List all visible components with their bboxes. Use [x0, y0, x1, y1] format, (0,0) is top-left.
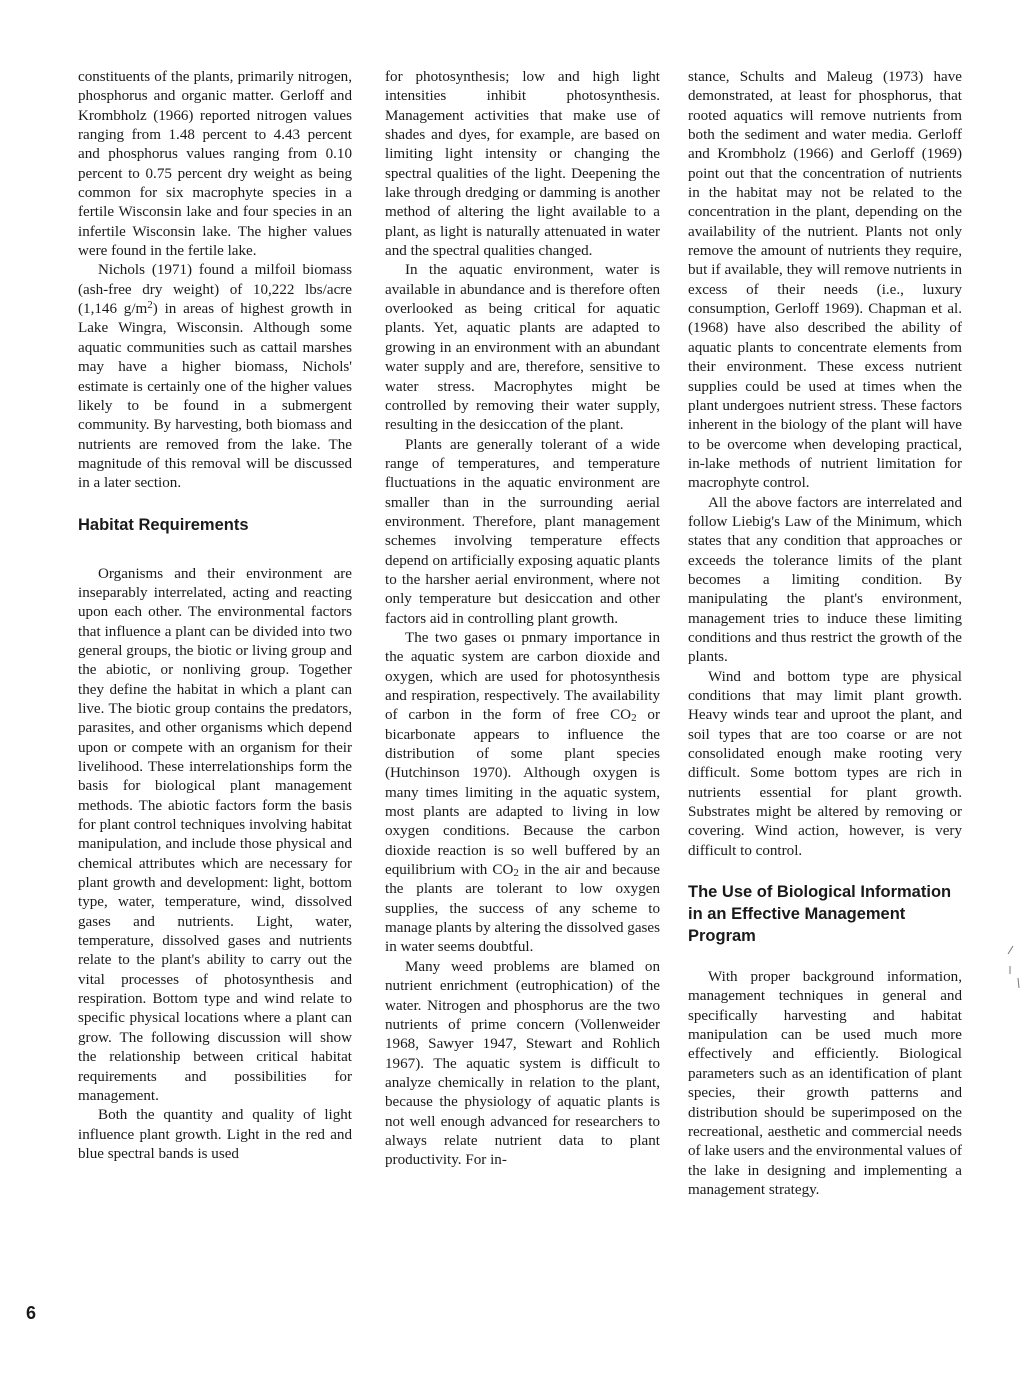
- section-heading-habitat: Habitat Requirements: [78, 515, 249, 534]
- paragraph: The two gases oı pnmary importance in the aquatic system are carbon dioxide and oxygen, which are used for photosynthesis and respiration, respectively. The availability of carbon in the form of free $CO_2$ or bicarbonate appears to influence the distribution of some plant species (Hutchinson 1970). Although oxygen is many times limiting in the aquatic system, most plants are adapted to living in low oxygen conditions. Because the carbon dioxide reaction is so well buffered by an equilibrium with $CO_2$ in the air and because the plants are tolerant to low oxygen supplies, the success of any scheme to manage plants by altering the dissolved gases in water seems doubtful.: [385, 629, 660, 956]
- paragraph: Nichols (1971) found a milfoil biomass (ash-free dry weight) of 10,222 lbs/acre (1,146 $g/m^2$) in areas of highest growth in Lake Wingra, Wisconsin. Although some aquatic communities such as cattail marshes may have a higher biomass, Nichols' estimate is certainly one of the higher values likely to be found in a submergent community. By harvesting, both biomass and nutrients are removed from the lake. The magnitude of this removal will be discussed in a later section.: [78, 262, 352, 492]
- paragraph: stance, Schults and Maleug (1973) have demonstrated, at least for phosphorus, that rooted aquatics will remove nutrients from both the sediment and water media. Gerloff and Krombholz (1966) and Gerloff (1969) point out that the concentration of nutrients in the habitat may not be related to the concentration in the plant, depending on the availability of the nutrient. Plants not only remove the amount of nutrients they require, but if available, they will remove nutrients in excess of their needs (i.e., luxury consumption, Gerloff 1969). Chapman et al. (1968) have also described the ability of aquatic plants to concentrate elements from their environment. These excess nutrient supplies could be used at times when the plant undergoes nutrient stress. These factors inherent in the biology of the plant will have to be overcome when developing practical, in-lake methods of nutrient limitation for macrophyte control.: [688, 69, 962, 492]
- paragraph: All the above factors are interrelated and follow Liebig's Law of the Minimum, which states that any condition that approaches or exceeds the tolerance limits of the plant becomes a limiting condition. By manipulating the plant's environment, management tries to induce these limiting conditions and thus restrict the growth of the plants.: [688, 494, 962, 666]
- column-3: [688, 68, 962, 1200]
- page-number: 6: [26, 1303, 37, 1323]
- paragraph: With proper background information, management techniques in general and specifically harvesting and habitat manipulation can be used much more effectively and efficiently. Biological parameters such as an identification of plant species, their growth patterns and distribution should be superimposed on the recreational, aesthetic and commercial needs of lake users and the environmental values of the lake in designing and implementing a management strategy.: [688, 969, 962, 1198]
- column-2: [385, 68, 660, 1171]
- column-1: [78, 68, 352, 1164]
- margin-mark: [1004, 944, 1024, 992]
- paragraph: constituents of the plants, primarily nitrogen, phosphorus and organic matter. Gerloff and Krombholz (1966) reported nitrogen values ranging from 1.48 percent to 4.43 percent and phosphorus values ranging from 0.10 percent to 0.75 percent dry weight as being common for six macrophyte species in a fertile Wisconsin lake and four species in an infertile Wisconsin lake. The higher values were found in the fertile lake.: [78, 69, 352, 260]
- paragraph: Wind and bottom type are physical conditions that may limit plant growth. Heavy winds tear and uproot the plant, and soil types that are too coarse or are not consolidated enough make rooting very difficult. Some bottom types are rich in nutrients essential for plant growth. Substrates might be altered by removing or covering. Wind action, however, is very difficult to control.: [688, 668, 962, 859]
- paragraph: Plants are generally tolerant of a wide range of temperatures, and temperature fluctuations in the aquatic environment are smaller than in the surrounding aerial environment. Therefore, plant management schemes involving temperature effects depend on artificially exposing aquatic plants to the harsher aerial environment, where not only temperature but desiccation and other factors aid in controlling plant growth.: [385, 436, 660, 627]
- paragraph: for photosynthesis; low and high light intensities inhibit photosynthesis. Management activities that make use of shades and dyes, for example, are based on limiting light intensity or changing the spectral qualities of the light. Deepening the lake through dredging or damming is another method of altering the light available to a plant, as light is naturally attenuated in water and the spectral qualities changed.: [385, 69, 660, 260]
- paragraph: In the aquatic environment, water is available in abundance and is therefore often overlooked as being critical for aquatic plants. Yet, aquatic plants are adapted to growing in an environment with an abundant water supply and are, therefore, sensitive to water stress. Macrophytes might be controlled by removing their water supply, resulting in the desiccation of the plant.: [385, 262, 660, 434]
- paragraph: Both the quantity and quality of light influence plant growth. Light in the red and blue spectral bands is used: [78, 1107, 352, 1162]
- paragraph: Many weed problems are blamed on nutrient enrichment (eutrophication) of the water. Nitrogen and phosphorus are the two nutrients of prime concern (Vollenweider 1968, Sawyer 1947, Stewart and Rohlich 1967). The aquatic system is difficult to analyze chemically in relation to the plant, because the physiology of aquatic plants is not well enough advanced for researchers to always relate nutrient data to plant productivity. For in-: [385, 958, 660, 1169]
- section-heading-biological-information: The Use of Biological Information in an Effective Management Program: [688, 883, 952, 946]
- paragraph: Organisms and their environment are inseparably interrelated, acting and reacting upon each other. The environmental factors that influence a plant can be divided into two general groups, the biotic or living group and the abiotic, or nonliving group. Together they define the habitat in which a plant can live. The biotic group contains the predators, parasites, and other organisms which depend upon or compete with an organism for their livelihood. These interrelationships form the basis for biological plant management methods. The abiotic factors form the basis for plant control techniques involving habitat manipulation, and include those physical and chemical attributes which are necessary for plant growth and development: light, bottom type, water, temperature, wind, dissolved gases and nutrients. Light, water, temperature, dissolved gases and nutrients relate to the plant's ability to carry out the vital processes of photosynthesis and respiration. Bottom type and wind relate to specific physical locations where a plant can grow. The following discussion will show the relationship between critical habitat requirements and possibilities for management.: [78, 565, 352, 1104]
